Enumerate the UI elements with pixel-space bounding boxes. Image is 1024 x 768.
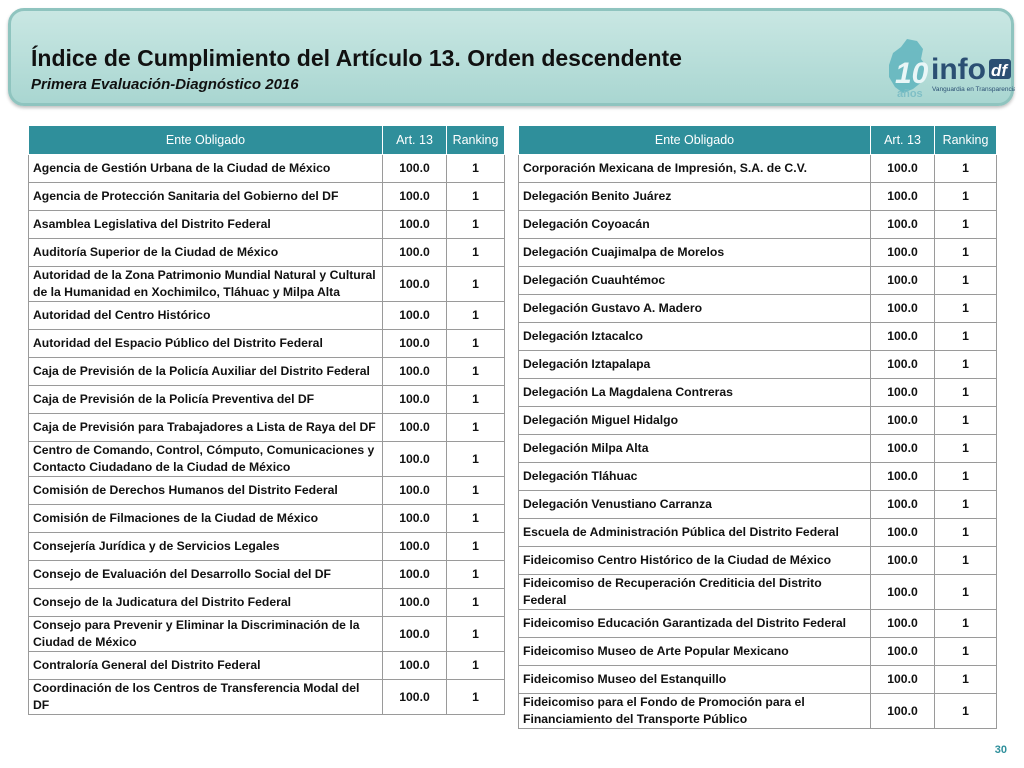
cell-score: 100.0 [871, 267, 935, 295]
cell-score: 100.0 [383, 183, 447, 211]
cell-entity: Fideicomiso Museo de Arte Popular Mexicano [519, 638, 871, 666]
cell-rank: 1 [447, 302, 505, 330]
cell-score: 100.0 [871, 211, 935, 239]
cell-entity: Fideicomiso Museo del Estanquillo [519, 666, 871, 694]
cell-rank: 1 [935, 267, 997, 295]
cell-score: 100.0 [383, 358, 447, 386]
cell-rank: 1 [447, 533, 505, 561]
cell-rank: 1 [447, 183, 505, 211]
cell-score: 100.0 [383, 239, 447, 267]
cell-entity: Agencia de Protección Sanitaria del Gobierno del DF [29, 183, 383, 211]
table-row [519, 295, 997, 323]
cell-score: 100.0 [871, 463, 935, 491]
table-row [29, 211, 505, 239]
cell-rank: 1 [447, 155, 505, 183]
table-row [519, 547, 997, 575]
logo-years: años [897, 88, 923, 100]
cell-score: 100.0 [871, 519, 935, 547]
table-row [519, 638, 997, 666]
cell-rank: 1 [447, 211, 505, 239]
cell-rank: 1 [447, 617, 505, 652]
cell-score: 100.0 [871, 155, 935, 183]
cell-entity: Delegación Milpa Alta [519, 435, 871, 463]
cell-rank: 1 [447, 267, 505, 302]
cell-rank: 1 [935, 463, 997, 491]
cell-rank: 1 [447, 589, 505, 617]
cell-rank: 1 [935, 547, 997, 575]
table-row [29, 561, 505, 589]
cell-score: 100.0 [871, 239, 935, 267]
cell-rank: 1 [935, 435, 997, 463]
table-row [519, 379, 997, 407]
cell-rank: 1 [447, 442, 505, 477]
cell-rank: 1 [935, 694, 997, 729]
table-row [29, 239, 505, 267]
cell-score: 100.0 [871, 295, 935, 323]
table-row [29, 617, 505, 652]
cell-rank: 1 [447, 505, 505, 533]
table-row [519, 435, 997, 463]
table-row [519, 610, 997, 638]
cell-rank: 1 [935, 211, 997, 239]
cell-entity: Caja de Previsión de la Policía Preventiva del DF [29, 386, 383, 414]
cell-rank: 1 [935, 638, 997, 666]
cell-score: 100.0 [383, 477, 447, 505]
cell-score: 100.0 [871, 379, 935, 407]
cell-score: 100.0 [871, 547, 935, 575]
cell-rank: 1 [447, 414, 505, 442]
cell-rank: 1 [935, 323, 997, 351]
compliance-table-right [518, 125, 997, 729]
table-row [519, 463, 997, 491]
cell-score: 100.0 [871, 694, 935, 729]
cell-rank: 1 [935, 610, 997, 638]
table-row [29, 680, 505, 715]
cell-entity: Consejo de Evaluación del Desarrollo Social del DF [29, 561, 383, 589]
cell-rank: 1 [447, 680, 505, 715]
cell-rank: 1 [935, 351, 997, 379]
cell-entity: Fideicomiso para el Fondo de Promoción para el Financiamiento del Transporte Público [519, 694, 871, 729]
table-row [29, 386, 505, 414]
map-of-mexico-city-icon [883, 37, 1015, 107]
cell-score: 100.0 [383, 386, 447, 414]
cell-score: 100.0 [383, 330, 447, 358]
cell-entity: Coordinación de los Centros de Transferencia Modal del DF [29, 680, 383, 715]
cell-score: 100.0 [871, 491, 935, 519]
column-header-score: Art. 13 [871, 126, 935, 155]
cell-entity: Autoridad de la Zona Patrimonio Mundial Natural y Cultural de la Humanidad en Xochimilco, Tláhuac y Milpa Alta [29, 267, 383, 302]
table-row [519, 519, 997, 547]
table-row [519, 575, 997, 610]
logo-brand: info [931, 53, 986, 86]
cell-entity: Delegación Venustiano Carranza [519, 491, 871, 519]
cell-rank: 1 [447, 386, 505, 414]
cell-rank: 1 [447, 239, 505, 267]
column-header-rank: Ranking [935, 126, 997, 155]
cell-entity: Corporación Mexicana de Impresión, S.A. de C.V. [519, 155, 871, 183]
cell-entity: Consejo de la Judicatura del Distrito Federal [29, 589, 383, 617]
table-row [29, 505, 505, 533]
cell-rank: 1 [935, 519, 997, 547]
cell-entity: Autoridad del Espacio Público del Distrito Federal [29, 330, 383, 358]
cell-rank: 1 [935, 155, 997, 183]
cell-score: 100.0 [871, 183, 935, 211]
table-row [29, 589, 505, 617]
cell-entity: Caja de Previsión para Trabajadores a Lista de Raya del DF [29, 414, 383, 442]
logo-brand-suffix: df [991, 61, 1008, 80]
cell-score: 100.0 [871, 638, 935, 666]
cell-rank: 1 [447, 330, 505, 358]
cell-rank: 1 [935, 295, 997, 323]
cell-rank: 1 [447, 652, 505, 680]
cell-score: 100.0 [383, 267, 447, 302]
infodf-logo [883, 37, 1015, 107]
table-row [519, 183, 997, 211]
table-row [29, 652, 505, 680]
cell-entity: Delegación Tláhuac [519, 463, 871, 491]
table-row [29, 442, 505, 477]
table-row [519, 239, 997, 267]
cell-rank: 1 [935, 239, 997, 267]
cell-entity: Delegación La Magdalena Contreras [519, 379, 871, 407]
column-header-rank: Ranking [447, 126, 505, 155]
cell-entity: Fideicomiso Educación Garantizada del Distrito Federal [519, 610, 871, 638]
table-row [519, 491, 997, 519]
cell-score: 100.0 [383, 505, 447, 533]
cell-entity: Agencia de Gestión Urbana de la Ciudad de México [29, 155, 383, 183]
cell-rank: 1 [935, 666, 997, 694]
cell-entity: Delegación Iztacalco [519, 323, 871, 351]
page-number: 30 [994, 744, 1007, 756]
cell-rank: 1 [935, 183, 997, 211]
table-row [29, 183, 505, 211]
table-row [29, 302, 505, 330]
compliance-table-left [28, 125, 505, 715]
cell-score: 100.0 [383, 652, 447, 680]
cell-entity: Auditoría Superior de la Ciudad de México [29, 239, 383, 267]
cell-rank: 1 [935, 379, 997, 407]
cell-entity: Delegación Miguel Hidalgo [519, 407, 871, 435]
table-row [29, 358, 505, 386]
table-row [29, 533, 505, 561]
cell-entity: Caja de Previsión de la Policía Auxiliar del Distrito Federal [29, 358, 383, 386]
cell-rank: 1 [935, 407, 997, 435]
cell-entity: Comisión de Derechos Humanos del Distrito Federal [29, 477, 383, 505]
table-row [519, 323, 997, 351]
cell-rank: 1 [935, 575, 997, 610]
cell-entity: Escuela de Administración Pública del Distrito Federal [519, 519, 871, 547]
cell-score: 100.0 [871, 323, 935, 351]
column-header-entity: Ente Obligado [519, 126, 871, 155]
table-row [519, 666, 997, 694]
table-header-row [29, 126, 505, 155]
table-row [519, 211, 997, 239]
page-subtitle: Primera Evaluación-Diagnóstico 2016 [31, 76, 299, 93]
cell-score: 100.0 [383, 155, 447, 183]
table-header-row [519, 126, 997, 155]
cell-score: 100.0 [383, 617, 447, 652]
cell-entity: Centro de Comando, Control, Cómputo, Comunicaciones y Contacto Ciudadano de la Ciudad de México [29, 442, 383, 477]
cell-entity: Delegación Cuajimalpa de Morelos [519, 239, 871, 267]
cell-entity: Consejo para Prevenir y Eliminar la Discriminación de la Ciudad de México [29, 617, 383, 652]
table-row [519, 351, 997, 379]
table-row [519, 694, 997, 729]
page-title: Índice de Cumplimiento del Artículo 13. Orden descendente [31, 45, 682, 71]
cell-entity: Fideicomiso de Recuperación Crediticia del Distrito Federal [519, 575, 871, 610]
cell-score: 100.0 [383, 442, 447, 477]
cell-score: 100.0 [871, 666, 935, 694]
table-row [29, 267, 505, 302]
logo-tagline: Vanguardia en Transparencia [932, 86, 1015, 93]
cell-entity: Delegación Coyoacán [519, 211, 871, 239]
table-row [519, 407, 997, 435]
cell-score: 100.0 [871, 435, 935, 463]
cell-entity: Asamblea Legislativa del Distrito Federal [29, 211, 383, 239]
table-row [29, 414, 505, 442]
cell-entity: Delegación Cuauhtémoc [519, 267, 871, 295]
cell-entity: Fideicomiso Centro Histórico de la Ciudad de México [519, 547, 871, 575]
cell-score: 100.0 [383, 414, 447, 442]
cell-score: 100.0 [871, 351, 935, 379]
cell-entity: Delegación Benito Juárez [519, 183, 871, 211]
cell-score: 100.0 [383, 302, 447, 330]
table-row [519, 267, 997, 295]
cell-score: 100.0 [871, 575, 935, 610]
cell-rank: 1 [447, 477, 505, 505]
cell-rank: 1 [447, 561, 505, 589]
logo-number: 10 [895, 57, 929, 90]
column-header-entity: Ente Obligado [29, 126, 383, 155]
cell-score: 100.0 [383, 589, 447, 617]
table-row [29, 477, 505, 505]
cell-entity: Consejería Jurídica y de Servicios Legales [29, 533, 383, 561]
cell-score: 100.0 [383, 680, 447, 715]
cell-entity: Delegación Gustavo A. Madero [519, 295, 871, 323]
table-row [29, 330, 505, 358]
cell-score: 100.0 [871, 610, 935, 638]
cell-entity: Autoridad del Centro Histórico [29, 302, 383, 330]
cell-score: 100.0 [383, 533, 447, 561]
cell-score: 100.0 [383, 211, 447, 239]
column-header-score: Art. 13 [383, 126, 447, 155]
cell-entity: Delegación Iztapalapa [519, 351, 871, 379]
cell-score: 100.0 [383, 561, 447, 589]
cell-rank: 1 [935, 491, 997, 519]
table-row [29, 155, 505, 183]
cell-entity: Comisión de Filmaciones de la Ciudad de México [29, 505, 383, 533]
cell-score: 100.0 [871, 407, 935, 435]
title-banner [8, 8, 1014, 106]
cell-entity: Contraloría General del Distrito Federal [29, 652, 383, 680]
table-row [519, 155, 997, 183]
cell-rank: 1 [447, 358, 505, 386]
